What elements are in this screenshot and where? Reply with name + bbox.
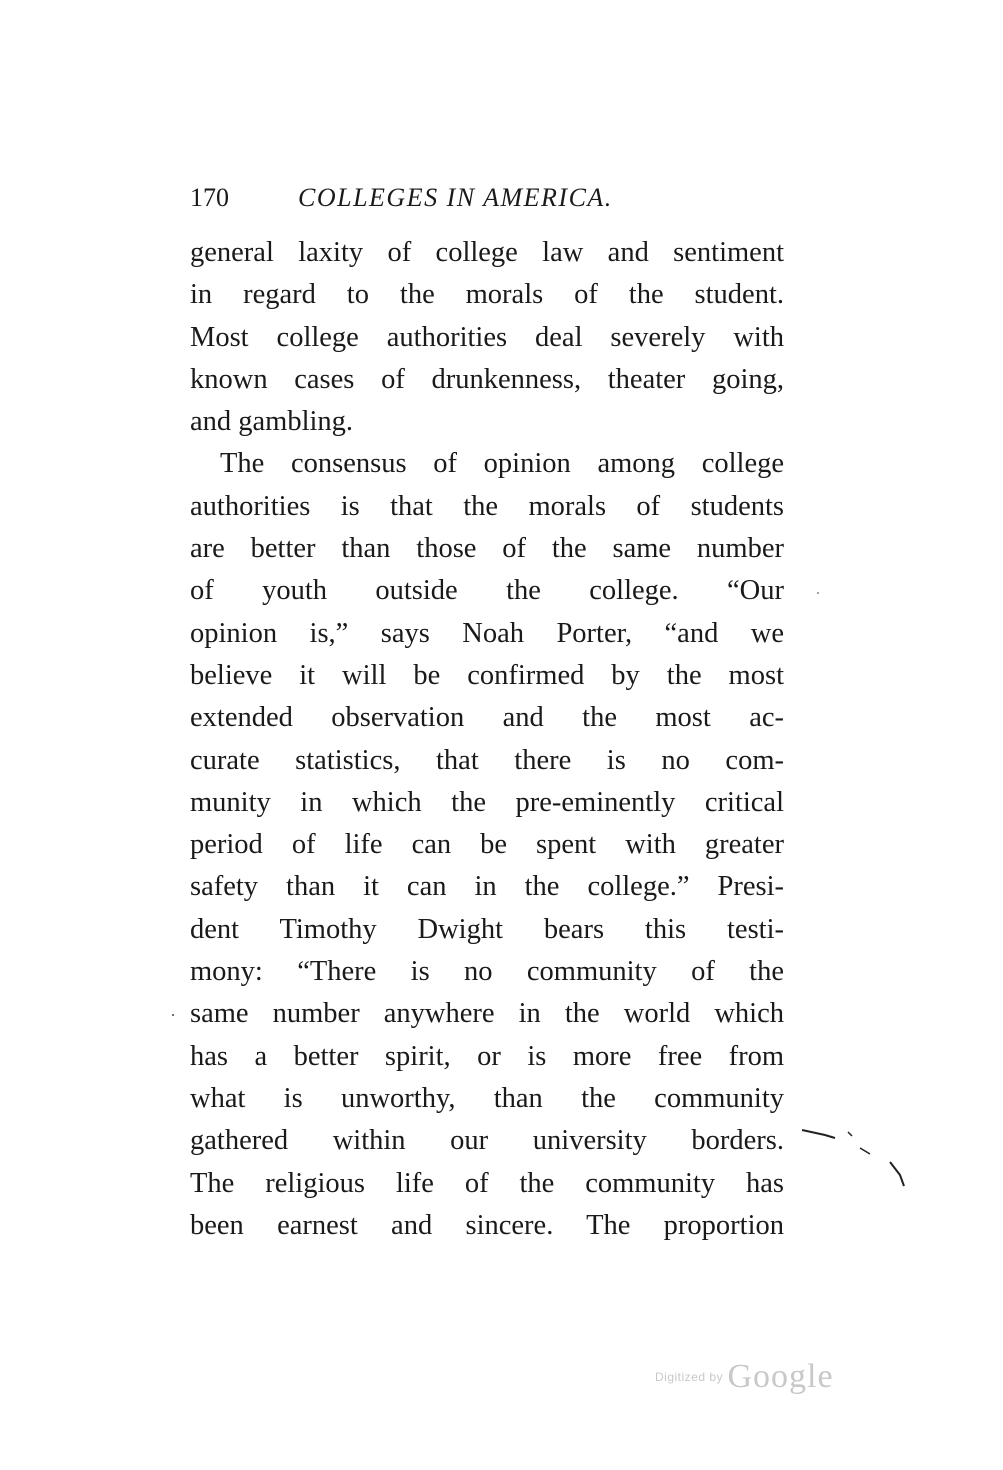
text-line: of youth outside the college. “Our: [190, 575, 784, 607]
text-line: has a better spirit, or is more free from: [190, 1040, 784, 1072]
text-line: in regard to the morals of the student.: [190, 279, 784, 311]
google-logo-text: Google: [727, 1358, 834, 1395]
page-number: 170: [190, 183, 229, 212]
text-line: gathered within our university borders.: [190, 1125, 784, 1157]
text-line: dent Timothy Dwight bears this testi-: [190, 913, 784, 945]
scan-artifact-dot: [815, 590, 821, 596]
text-line: and gambling.: [190, 406, 354, 438]
text-line: The religious life of the community has: [190, 1167, 784, 1199]
text-line: believe it will be confirmed by the most: [190, 659, 784, 691]
text-line: Most college authorities deal severely with: [190, 321, 784, 353]
text-line: been earnest and sincere. The proportion: [190, 1209, 784, 1241]
text-line: extended observation and the most ac-: [190, 702, 784, 734]
running-head: [190, 178, 790, 218]
text-line: known cases of drunkenness, theater going,: [190, 363, 784, 395]
running-title: COLLEGES IN AMERICA.: [298, 183, 613, 212]
text-line: mony: “There is no community of the: [190, 956, 784, 988]
watermark-prefix: Digitized by: [655, 1370, 724, 1384]
text-line: safety than it can in the college.” Presi-: [190, 871, 784, 903]
text-line: what is unworthy, than the community: [190, 1082, 784, 1114]
text-line: munity in which the pre-eminently critical: [190, 786, 784, 818]
scan-artifact-mark: [800, 1120, 910, 1190]
text-line: opinion is,” says Noah Porter, “and we: [190, 617, 784, 649]
text-line: curate statistics, that there is no com-: [190, 744, 784, 776]
text-line: general laxity of college law and sentiment: [190, 237, 784, 268]
text-line: period of life can be spent with greater: [190, 829, 784, 861]
text-line: same number anywhere in the world which: [190, 998, 784, 1030]
text-line: are better than those of the same number: [190, 533, 784, 565]
text-line: authorities is that the morals of students: [190, 490, 784, 522]
paragraph-start-line: The consensus of opinion among college: [220, 448, 784, 480]
scan-artifact-dot: [170, 1012, 176, 1018]
body-text: [190, 232, 784, 1247]
digitized-by-google-watermark: [655, 1358, 865, 1404]
